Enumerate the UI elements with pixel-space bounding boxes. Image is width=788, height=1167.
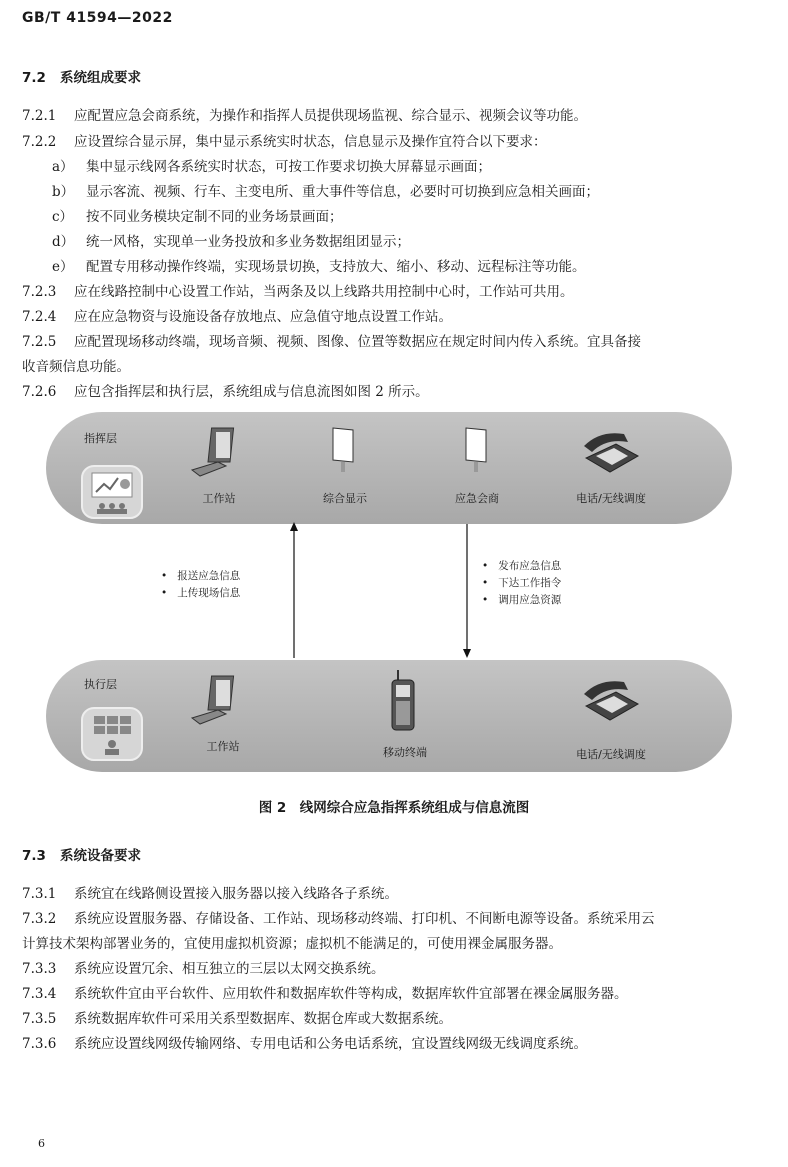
dashboard-icon xyxy=(80,464,144,520)
clause-text: 系统数据库软件可采用关系型数据库、数据仓库或大数据系统。 xyxy=(74,1011,452,1027)
standard-header: GB/T 41594—2022 xyxy=(22,10,173,26)
list-item-d xyxy=(52,232,410,252)
figure-caption: 图 2 线网综合应急指挥系统组成与信息流图 xyxy=(258,800,530,816)
clause-text: 收音频信息功能。 xyxy=(22,359,130,375)
conference-display-icon xyxy=(464,426,490,474)
info-flow-arrows xyxy=(46,522,732,662)
telephone-icon xyxy=(580,676,642,728)
list-text: 按不同业务模块定制不同的业务场景画面； xyxy=(86,209,343,225)
up-flow-bullet: • 上传现场信息 xyxy=(161,587,241,599)
clause-text: 应在应急物资与设施设备存放地点、应急值守地点设置工作站。 xyxy=(74,309,452,325)
clause-7-2-2 xyxy=(22,132,547,152)
clause-text: 应在线路控制中心设置工作站，当两条及以上线路共用控制中心时，工作站可共用。 xyxy=(74,284,574,300)
list-text: 集中显示线网各系统实时状态，可按工作要求切换大屏幕显示画面； xyxy=(86,159,491,175)
clause-7-2-4 xyxy=(22,307,452,327)
list-item-e xyxy=(52,257,586,277)
list-text: 显示客流、视频、行车、主变电所、重大事件等信息，必要时可切换到应急相关画面； xyxy=(86,184,599,200)
list-marker: c） xyxy=(52,209,74,225)
clause-7-3-2 xyxy=(22,909,655,929)
section-number: 7.2 xyxy=(22,70,46,86)
section-title: 系统组成要求 xyxy=(60,70,142,86)
clause-text: 应配置应急会商系统，为操作和指挥人员提供现场监视、综合显示、视频会议等功能。 xyxy=(74,108,587,124)
section-number: 7.3 xyxy=(22,848,46,864)
list-item-a xyxy=(52,157,491,177)
clause-text: 系统软件宜由平台软件、应用软件和数据库软件等构成，数据库软件宜部署在裸金属服务器。 xyxy=(74,986,628,1002)
clause-7-2-5 xyxy=(22,332,641,352)
list-item-c xyxy=(52,207,343,227)
clause-7-3-5 xyxy=(22,1009,452,1029)
clause-7-3-4 xyxy=(22,984,628,1004)
list-marker: a） xyxy=(52,159,74,175)
display-icon xyxy=(331,426,357,474)
down-flow-bullet: • 发布应急信息 xyxy=(482,560,562,572)
command-node-label: 应急会商 xyxy=(455,492,499,505)
section-title: 系统设备要求 xyxy=(60,848,142,864)
clause-7-3-3 xyxy=(22,959,385,979)
clause-number: 7.3.2 xyxy=(22,911,57,927)
exec-node-label: 工作站 xyxy=(206,740,240,753)
list-marker: b） xyxy=(52,184,75,200)
clause-number: 7.3.1 xyxy=(22,886,57,902)
clause-text: 系统应设置线网级传输网络、专用电话和公务电话系统，宜设置线网级无线调度系统。 xyxy=(74,1036,587,1052)
clause-text: 计算技术架构部署业务的，宜使用虚拟机资源；虚拟机不能满足的，可使用裸金属服务器。 xyxy=(22,936,562,952)
exec-node-label: 移动终端 xyxy=(383,746,427,759)
command-node-label: 工作站 xyxy=(202,492,236,505)
clause-text: 应包含指挥层和执行层，系统组成与信息流图如图 2 所示。 xyxy=(74,384,429,400)
clause-7-2-6 xyxy=(22,382,429,402)
clause-number: 7.3.4 xyxy=(22,986,57,1002)
clause-7-2-3 xyxy=(22,282,574,302)
clause-number: 7.2.5 xyxy=(22,334,57,350)
clause-number: 7.2.1 xyxy=(22,108,57,124)
command-node-label: 电话/无线调度 xyxy=(576,492,646,505)
clause-number: 7.3.5 xyxy=(22,1011,57,1027)
up-arrow-icon xyxy=(290,522,298,531)
workstation-icon xyxy=(188,672,248,730)
clause-number: 7.2.4 xyxy=(22,309,57,325)
section-7-3-heading xyxy=(22,846,141,866)
clause-7-3-1 xyxy=(22,884,398,904)
clause-text: 系统应设置冗余、相互独立的三层以太网交换系统。 xyxy=(74,961,385,977)
exec-node-label: 电话/无线调度 xyxy=(576,748,646,761)
clause-number: 7.3.3 xyxy=(22,961,57,977)
clause-number: 7.2.6 xyxy=(22,384,57,400)
list-item-b xyxy=(52,182,599,202)
command-layer-label: 指挥层 xyxy=(84,432,117,445)
workstation-icon xyxy=(188,424,248,482)
clause-7-2-5-continued xyxy=(22,357,130,377)
clause-number: 7.2.3 xyxy=(22,284,57,300)
system-diagram xyxy=(46,410,732,780)
clause-number: 7.2.2 xyxy=(22,134,57,150)
clause-text: 应设置综合显示屏，集中显示系统实时状态，信息显示及操作宜符合以下要求： xyxy=(74,134,547,150)
list-marker: d） xyxy=(52,234,75,250)
command-node-label: 综合显示 xyxy=(323,492,367,505)
clause-7-3-2-continued xyxy=(22,934,562,954)
telephone-icon xyxy=(580,428,642,480)
clause-text: 系统宜在线路侧设置接入服务器以接入线路各子系统。 xyxy=(74,886,398,902)
exec-layer-label: 执行层 xyxy=(84,678,117,691)
down-flow-bullet: • 调用应急资源 xyxy=(482,594,562,606)
grid-user-icon xyxy=(80,706,144,762)
clause-7-3-6 xyxy=(22,1034,587,1054)
list-marker: e） xyxy=(52,259,74,275)
up-flow-bullet: • 报送应急信息 xyxy=(161,570,241,582)
down-arrow-icon xyxy=(463,649,471,658)
clause-7-2-1 xyxy=(22,106,587,126)
section-7-2-heading xyxy=(22,68,141,88)
page-number: 6 xyxy=(38,1137,45,1150)
clause-text: 系统应设置服务器、存储设备、工作站、现场移动终端、打印机、不间断电源等设备。系统采用云 xyxy=(74,911,655,927)
list-text: 配置专用移动操作终端，实现场景切换，支持放大、缩小、移动、远程标注等功能。 xyxy=(86,259,586,275)
mobile-phone-icon xyxy=(386,668,420,734)
down-flow-bullet: • 下达工作指令 xyxy=(482,577,562,589)
clause-number: 7.3.6 xyxy=(22,1036,57,1052)
list-text: 统一风格，实现单一业务投放和多业务数据组团显示； xyxy=(86,234,410,250)
clause-text: 应配置现场移动终端，现场音频、视频、图像、位置等数据应在规定时间内传入系统。宜具备接 xyxy=(74,334,641,350)
